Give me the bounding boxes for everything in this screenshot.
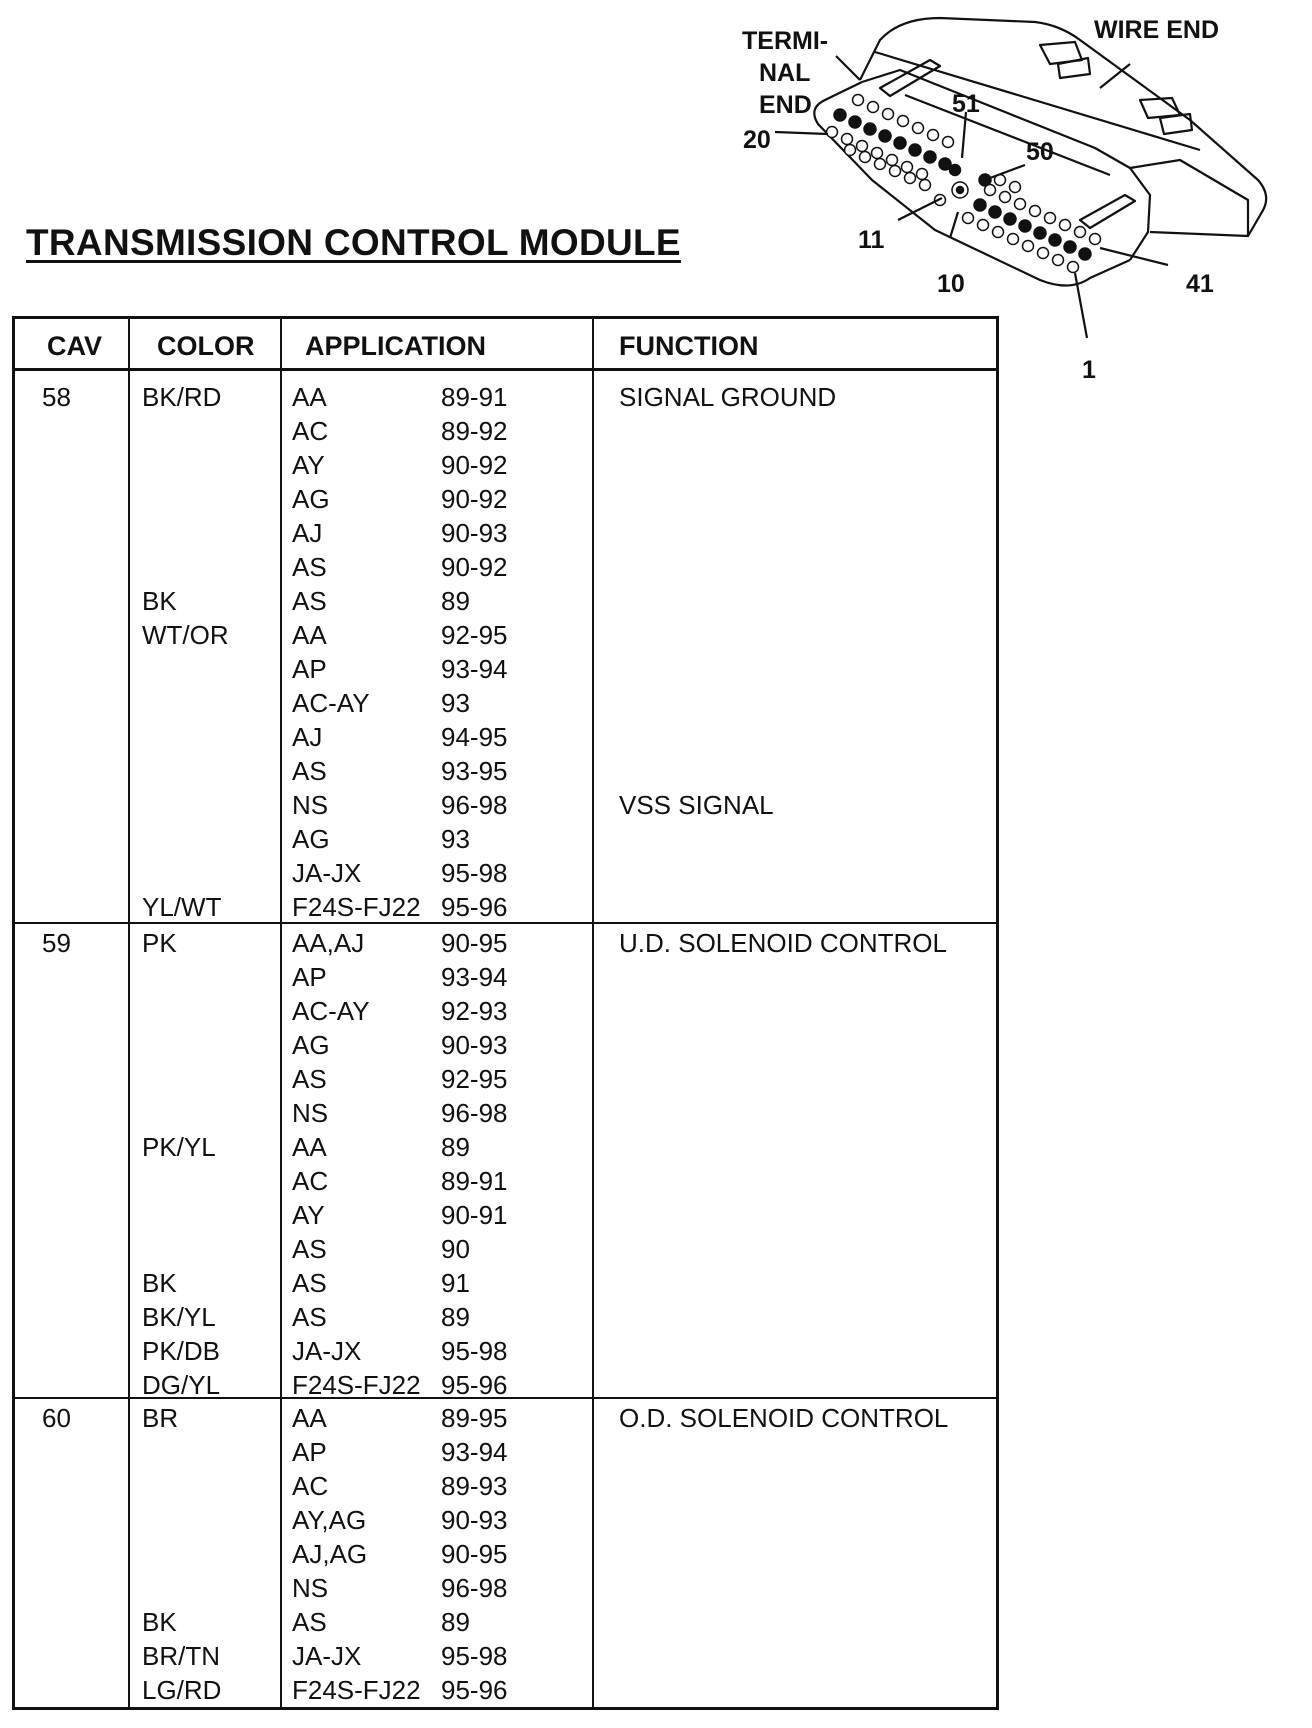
table-row [15, 788, 996, 822]
cell-application: JA-JX [292, 1641, 362, 1671]
table-row [15, 652, 996, 686]
cell-color: BR [142, 1403, 179, 1433]
cell-application: AA [292, 620, 327, 650]
cell-function: SIGNAL GROUND [619, 382, 837, 412]
cell-years: 94-95 [441, 722, 508, 752]
table-row [15, 1639, 996, 1673]
table-row [15, 1673, 996, 1707]
cell-color: BK/YL [142, 1302, 216, 1332]
cell-color: PK [142, 928, 177, 958]
pin-label-11: 11 [858, 226, 885, 254]
cell-application: NS [292, 1098, 329, 1128]
cell-years: 93-94 [441, 962, 508, 992]
table-row [15, 926, 996, 960]
cell-years: 90-93 [441, 1030, 508, 1060]
upper-pin-cluster [827, 95, 954, 206]
cell-application: AA [292, 1132, 327, 1162]
table-row [15, 856, 996, 890]
table-row [15, 1435, 996, 1469]
table-row [15, 1130, 996, 1164]
cell-application: AS [292, 1268, 327, 1298]
header-color: COLOR [157, 331, 255, 361]
cell-application: AS [292, 1064, 327, 1094]
table-row [15, 1469, 996, 1503]
cell-years: 96-98 [441, 1573, 508, 1603]
terminal-end-label-line2: NAL [759, 59, 811, 87]
table-row [15, 414, 996, 448]
cell-application: AA [292, 382, 327, 412]
table-row [15, 1300, 996, 1334]
cell-color: YL/WT [142, 892, 222, 922]
cell-application: AY [292, 450, 325, 480]
cell-years: 90-93 [441, 1505, 508, 1535]
cell-years: 89-92 [441, 416, 508, 446]
cell-years: 95-96 [441, 892, 508, 922]
cell-function: O.D. SOLENOID CONTROL [619, 1403, 949, 1433]
cell-application: NS [292, 790, 329, 820]
header-function: FUNCTION [619, 331, 759, 361]
cell-function: U.D. SOLENOID CONTROL [619, 928, 947, 958]
pinout-table [12, 316, 999, 1710]
cell-application: AS [292, 756, 327, 786]
cell-years: 96-98 [441, 790, 508, 820]
cell-color: BK [142, 1268, 177, 1298]
cell-years: 90-91 [441, 1200, 508, 1230]
table-row [15, 720, 996, 754]
wire-end-label: WIRE END [1094, 16, 1219, 44]
table-row [15, 1571, 996, 1605]
table-row [15, 1164, 996, 1198]
cell-years: 93-95 [441, 756, 508, 786]
cell-application: AG [292, 484, 330, 514]
cell-years: 95-98 [441, 858, 508, 888]
cell-years: 96-98 [441, 1098, 508, 1128]
cell-years: 93-94 [441, 654, 508, 684]
cell-color: PK/DB [142, 1336, 221, 1366]
cell-years: 90-92 [441, 552, 508, 582]
page-title: TRANSMISSION CONTROL MODULE [26, 222, 681, 263]
table-row [15, 1232, 996, 1266]
cell-application: AC-AY [292, 688, 370, 718]
cell-application: AJ [292, 518, 323, 548]
cell-application: AS [292, 1607, 327, 1637]
table-row [15, 1334, 996, 1368]
cell-years: 89 [441, 586, 470, 616]
lower-pin-cluster [950, 165, 1101, 273]
header-divider [15, 368, 996, 371]
cell-application: AS [292, 552, 327, 582]
table-row [15, 1401, 996, 1435]
cell-application: AS [292, 1234, 327, 1264]
pin-label-41: 41 [1186, 270, 1214, 298]
cell-application: AP [292, 1437, 327, 1467]
cell-application: AG [292, 824, 330, 854]
cell-cav: 58 [42, 382, 71, 412]
cell-application: F24S-FJ22 [292, 1675, 421, 1705]
table-row [15, 1605, 996, 1639]
table-row [15, 584, 996, 618]
cell-years: 95-98 [441, 1336, 508, 1366]
cell-application: NS [292, 1573, 329, 1603]
table-row [15, 754, 996, 788]
header-application: APPLICATION [305, 331, 486, 361]
cell-years: 95-96 [441, 1370, 508, 1400]
table-row [15, 890, 996, 924]
cell-application: AA [292, 1403, 327, 1433]
cell-color: PK/YL [142, 1132, 216, 1162]
table-row [15, 550, 996, 584]
table-row [15, 1096, 996, 1130]
cell-application: AY,AG [292, 1505, 367, 1535]
table-row [15, 1368, 996, 1402]
cell-color: WT/OR [142, 620, 229, 650]
table-row [15, 822, 996, 856]
cell-application: JA-JX [292, 858, 362, 888]
table-row [15, 516, 996, 550]
terminal-end-label-line1: TERMI- [742, 27, 829, 55]
cell-years: 89-91 [441, 1166, 508, 1196]
table-row [15, 482, 996, 516]
cell-application: AP [292, 962, 327, 992]
cell-years: 90-92 [441, 450, 508, 480]
cell-application: AS [292, 586, 327, 616]
cell-application: JA-JX [292, 1336, 362, 1366]
cell-color: BR/TN [142, 1641, 220, 1671]
pin-label-1: 1 [1082, 356, 1096, 384]
cell-years: 90-95 [441, 928, 508, 958]
cell-years: 93-94 [441, 1437, 508, 1467]
cell-color: BK [142, 586, 177, 616]
cell-application: AC [292, 416, 329, 446]
cell-years: 93 [441, 824, 470, 854]
cell-years: 95-96 [441, 1675, 508, 1705]
cell-cav: 60 [42, 1403, 71, 1433]
terminal-end-label-line3: END [759, 91, 812, 119]
cell-application: AC-AY [292, 996, 370, 1026]
table-row [15, 1266, 996, 1300]
table-row [15, 1028, 996, 1062]
table-row [15, 994, 996, 1028]
cell-years: 92-93 [441, 996, 508, 1026]
cell-application: F24S-FJ22 [292, 1370, 421, 1400]
cell-years: 93 [441, 688, 470, 718]
cell-cav: 59 [42, 928, 71, 958]
cell-application: AC [292, 1471, 329, 1501]
table-row [15, 1537, 996, 1571]
cell-years: 90-92 [441, 484, 508, 514]
cell-years: 95-98 [441, 1641, 508, 1671]
table-row [15, 1503, 996, 1537]
pin-label-10: 10 [937, 270, 965, 298]
cell-years: 92-95 [441, 1064, 508, 1094]
header-cav: CAV [47, 331, 103, 361]
cell-application: AC [292, 1166, 329, 1196]
cell-years: 90-93 [441, 518, 508, 548]
cell-years: 89-95 [441, 1403, 508, 1433]
cell-years: 90-95 [441, 1539, 508, 1569]
cell-application: AY [292, 1200, 325, 1230]
cell-years: 89 [441, 1132, 470, 1162]
cell-application: F24S-FJ22 [292, 892, 421, 922]
table-row [15, 686, 996, 720]
cell-application: AP [292, 654, 327, 684]
cell-color: BK [142, 1607, 177, 1637]
cell-years: 91 [441, 1268, 470, 1298]
cell-application: AG [292, 1030, 330, 1060]
cell-application: AS [292, 1302, 327, 1332]
cell-function: VSS SIGNAL [619, 790, 774, 820]
cell-color: LG/RD [142, 1675, 222, 1705]
cell-years: 89-91 [441, 382, 508, 412]
cell-years: 89 [441, 1302, 470, 1332]
table-row [15, 380, 996, 414]
table-row [15, 448, 996, 482]
cell-color: DG/YL [142, 1370, 221, 1400]
cell-years: 89-93 [441, 1471, 508, 1501]
pin-label-51: 51 [952, 90, 980, 118]
table-row [15, 1198, 996, 1232]
cell-years: 89 [441, 1607, 470, 1637]
table-row [15, 1062, 996, 1096]
cell-application: AJ,AG [292, 1539, 368, 1569]
pin-label-20: 20 [743, 126, 771, 154]
cell-application: AA,AJ [292, 928, 365, 958]
cell-application: AJ [292, 722, 323, 752]
cell-color: BK/RD [142, 382, 222, 412]
cell-years: 90 [441, 1234, 470, 1264]
cell-years: 92-95 [441, 620, 508, 650]
pin-label-50: 50 [1026, 138, 1054, 166]
table-row [15, 618, 996, 652]
table-row [15, 960, 996, 994]
